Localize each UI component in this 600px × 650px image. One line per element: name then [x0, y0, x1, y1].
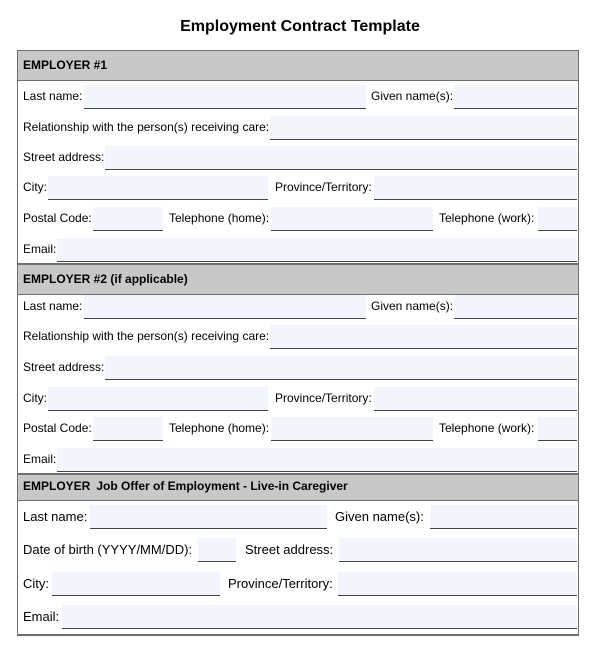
employer2-city-input[interactable] — [48, 387, 268, 411]
relationship-label: Relationship with the person(s) receiving care: — [23, 120, 270, 134]
employer2-street-input[interactable] — [105, 356, 577, 380]
caregiver-email-input[interactable] — [62, 605, 577, 629]
employer2-email-input[interactable] — [57, 448, 577, 472]
tel-work-label: Telephone (work): — [439, 421, 535, 435]
email-label: Email: — [23, 609, 60, 624]
employer1-postal-input[interactable] — [93, 207, 163, 231]
employer1-street-input[interactable] — [105, 146, 577, 170]
street-label: Street address: — [23, 360, 105, 374]
dob-label: Date of birth (YYYY/MM/DD): — [23, 542, 193, 557]
caregiver-dob-input[interactable] — [198, 538, 236, 562]
province-label: Province/Territory: — [275, 180, 372, 194]
section-heading: EMPLOYER #1 — [18, 51, 578, 81]
caregiver-last-name-input[interactable] — [90, 505, 327, 529]
employer2-relationship-input[interactable] — [270, 325, 577, 349]
section-subheading: Job Offer of Employment - Live-in Caregiver — [96, 479, 348, 493]
section-heading-label: EMPLOYER — [23, 479, 91, 493]
employer1-relationship-input[interactable] — [270, 116, 577, 140]
employer1-city-input[interactable] — [48, 176, 268, 200]
employer1-last-name-input[interactable] — [84, 85, 366, 109]
employer1-email-input[interactable] — [57, 238, 577, 262]
page-title: Employment Contract Template — [180, 18, 420, 35]
postal-label: Postal Code: — [23, 421, 92, 435]
relationship-label: Relationship with the person(s) receiving care: — [23, 329, 270, 343]
tel-home-label: Telephone (home): — [169, 211, 270, 225]
given-names-label: Given name(s): — [335, 509, 424, 524]
city-label: City: — [23, 391, 47, 405]
given-names-label: Given name(s): — [371, 89, 454, 103]
employer-2-section — [17, 264, 579, 474]
section-heading — [18, 475, 578, 501]
employer1-province-input[interactable] — [374, 176, 577, 200]
employer2-given-names-input[interactable] — [454, 295, 577, 319]
employer2-postal-input[interactable] — [93, 417, 163, 441]
employer2-tel-home-input[interactable] — [271, 417, 433, 441]
employer1-tel-work-input[interactable] — [538, 207, 577, 231]
email-label: Email: — [23, 452, 57, 466]
email-label: Email: — [23, 242, 57, 256]
city-label: City: — [23, 180, 47, 194]
caregiver-street-input[interactable] — [339, 538, 577, 562]
employer1-tel-home-input[interactable] — [271, 207, 433, 231]
caregiver-city-input[interactable] — [52, 572, 220, 596]
employer2-province-input[interactable] — [374, 387, 577, 411]
employer-1-section — [17, 50, 579, 264]
tel-work-label: Telephone (work): — [439, 211, 535, 225]
province-label: Province/Territory: — [275, 391, 372, 405]
street-label: Street address: — [245, 542, 334, 557]
caregiver-province-input[interactable] — [338, 572, 577, 596]
employer2-tel-work-input[interactable] — [538, 417, 577, 441]
section-heading: EMPLOYER #2 (if applicable) — [18, 265, 578, 295]
city-label: City: — [23, 576, 49, 591]
employer2-last-name-input[interactable] — [84, 295, 366, 319]
given-names-label: Given name(s): — [371, 299, 454, 313]
tel-home-label: Telephone (home): — [169, 421, 270, 435]
employer1-given-names-input[interactable] — [454, 85, 577, 109]
last-name-label: Last name: — [23, 89, 83, 103]
caregiver-given-names-input[interactable] — [430, 505, 577, 529]
last-name-label: Last name: — [23, 509, 88, 524]
job-offer-section — [17, 474, 579, 636]
province-label: Province/Territory: — [228, 576, 333, 591]
postal-label: Postal Code: — [23, 211, 92, 225]
street-label: Street address: — [23, 150, 105, 164]
last-name-label: Last name: — [23, 299, 83, 313]
